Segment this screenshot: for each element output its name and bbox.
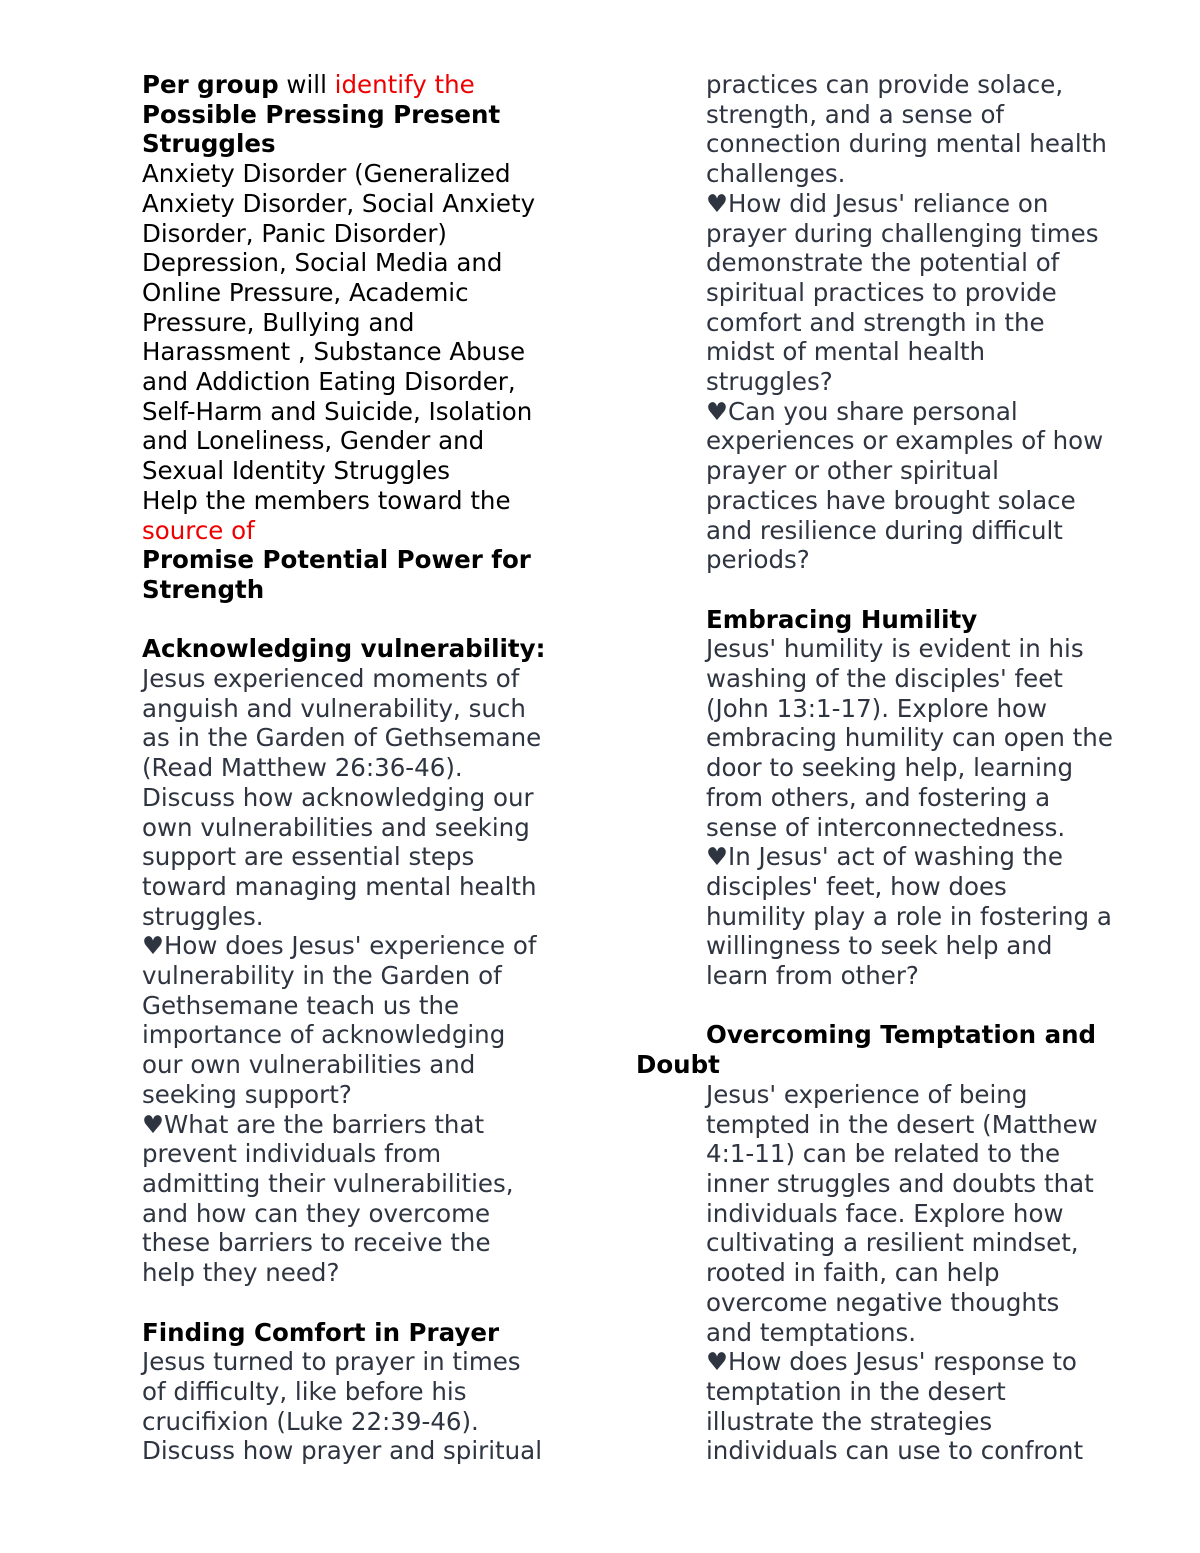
intro-lead-normal: will [278,70,335,99]
temptation-line: overcome negative thoughts [706,1287,1060,1317]
intro-lead-line [142,70,582,100]
vulnerability-question-line: and how can they overcome [142,1198,491,1228]
struggle-line: Anxiety Disorder, Social Anxiety [142,188,536,218]
vulnerability-line: toward managing mental health [142,871,537,901]
temptation-line: inner struggles and doubts that [706,1168,1094,1198]
help-line: Help the members toward the [142,485,511,515]
vulnerability-line: as in the Garden of Gethsemane [142,723,542,753]
struggle-line: Online Pressure, Academic [142,277,469,307]
humility-line: door to seeking help, learning [706,753,1074,783]
prayer-question-line: ♥How did Jesus' reliance on [706,188,1049,218]
struggles-heading-line: Struggles [142,129,276,159]
humility-heading: Embracing Humility [706,604,978,634]
source-of-line: source of [142,515,255,545]
prayer-question-line: prayer during challenging times [706,218,1099,248]
struggle-line: and Addiction Eating Disorder, [142,367,516,397]
temptation-line: and temptations. [706,1317,917,1347]
temptation-question-line: temptation in the desert [706,1376,1006,1406]
vulnerability-question-line: our own vulnerabilities and [142,1050,476,1080]
struggle-line: Anxiety Disorder (Generalized [142,159,511,189]
humility-question-line: ♥In Jesus' act of washing the [706,842,1063,872]
temptation-heading: Overcoming Temptation and [706,1020,1097,1050]
promise-heading-line: Strength [142,574,265,604]
vulnerability-question-line: ♥What are the barriers that [142,1109,485,1139]
struggle-line: Disorder, Panic Disorder) [142,218,447,248]
struggle-line: Harassment , Substance Abuse [142,337,526,367]
humility-line: Jesus' humility is evident in his [706,634,1084,664]
humility-line: washing of the disciples' feet [706,664,1063,694]
struggle-line: Depression, Social Media and [142,248,503,278]
temptation-question-line: illustrate the strategies [706,1406,993,1436]
temptation-line: 4:1-11) can be related to the [706,1139,1061,1169]
prayer-question-line: spiritual practices to provide [706,277,1057,307]
struggle-line: and Loneliness, Gender and [142,426,485,456]
prayer-line: crucifixion (Luke 22:39-46). [142,1406,479,1436]
vulnerability-line: struggles. [142,901,264,931]
humility-question-line: willingness to seek help and [706,931,1053,961]
vulnerability-heading: Acknowledging vulnerability: [142,634,546,664]
prayer-continued-line: challenges. [706,159,846,189]
prayer-continued-line: connection during mental health [706,129,1107,159]
prayer-question-line: practices have brought solace [706,485,1076,515]
prayer-question-line: demonstrate the potential of [706,248,1060,278]
prayer-line: of difficulty, like before his [142,1376,467,1406]
vulnerability-question-line: admitting their vulnerabilities, [142,1169,514,1198]
intro-lead-red: identify the [334,70,475,99]
humility-question-line: disciples' feet, how does [706,871,1007,901]
prayer-question-line: prayer or other spiritual [706,456,999,486]
temptation-line: cultivating a resilient mindset, [706,1228,1079,1258]
humility-line: (John 13:1-17). Explore how [706,693,1048,723]
humility-line: sense of interconnectedness. [706,812,1066,842]
humility-question-line: learn from other? [706,961,919,991]
struggle-line: Pressure, Bullying and [142,307,415,337]
struggle-line: Self-Harm and Suicide, Isolation [142,396,533,426]
right-column [636,70,1156,1466]
spacer [706,575,1156,605]
prayer-line: Jesus turned to prayer in times [142,1347,521,1377]
temptation-question-line: individuals can use to confront [706,1436,1084,1466]
prayer-question-line: periods? [706,545,810,575]
prayer-heading: Finding Comfort in Prayer [142,1317,500,1347]
humility-line: embracing humility can open the [706,723,1113,753]
temptation-line: rooted in faith, can help [706,1258,1000,1288]
vulnerability-question-line: ♥How does Jesus' experience of [142,931,537,961]
vulnerability-question-line: importance of acknowledging [142,1020,506,1050]
humility-line: from others, and fostering a [706,782,1051,812]
vulnerability-line: own vulnerabilities and seeking [142,812,530,842]
vulnerability-line: Discuss how acknowledging our [142,782,534,812]
vulnerability-line: support are essential steps [142,842,475,872]
prayer-continued-line: practices can provide solace, [706,70,1064,99]
vulnerability-question-line: seeking support? [142,1079,352,1109]
vulnerability-question-line: vulnerability in the Garden of [142,961,502,991]
humility-question-line: humility play a role in fostering a [706,901,1112,931]
struggle-line: Sexual Identity Struggles [142,456,451,486]
vulnerability-question-line: these barriers to receive the [142,1228,491,1258]
promise-heading-line: Promise Potential Power for [142,545,531,575]
temptation-line: individuals face. Explore how [706,1198,1064,1228]
vulnerability-line: Jesus experienced moments of [142,664,520,694]
left-column [142,70,582,1466]
spacer [142,1288,582,1318]
prayer-question-line: and resilience during difficult [706,515,1063,545]
prayer-question-line: comfort and strength in the [706,307,1045,337]
spacer [142,605,582,635]
temptation-question-line: ♥How does Jesus' response to [706,1347,1077,1377]
prayer-question-line: struggles? [706,367,833,397]
prayer-question-line: ♥Can you share personal [706,396,1018,426]
spacer [706,991,1156,1021]
vulnerability-line: (Read Matthew 26:36-46). [142,753,463,783]
temptation-heading-continued: Doubt [636,1050,720,1080]
prayer-question-line: experiences or examples of how [706,426,1104,456]
temptation-line: tempted in the desert (Matthew [706,1109,1098,1139]
prayer-line: Discuss how prayer and spiritual [142,1436,543,1466]
vulnerability-line: anguish and vulnerability, such [142,693,526,723]
struggles-heading-line: Possible Pressing Present [142,99,501,129]
temptation-line: Jesus' experience of being [706,1079,1028,1109]
vulnerability-question-line: prevent individuals from [142,1139,442,1169]
prayer-question-line: midst of mental health [706,337,986,367]
vulnerability-question-line: help they need? [142,1258,340,1288]
vulnerability-question-line: Gethsemane teach us the [142,990,460,1020]
intro-lead-bold: Per group [142,70,279,99]
prayer-continued-line: strength, and a sense of [706,99,1005,129]
